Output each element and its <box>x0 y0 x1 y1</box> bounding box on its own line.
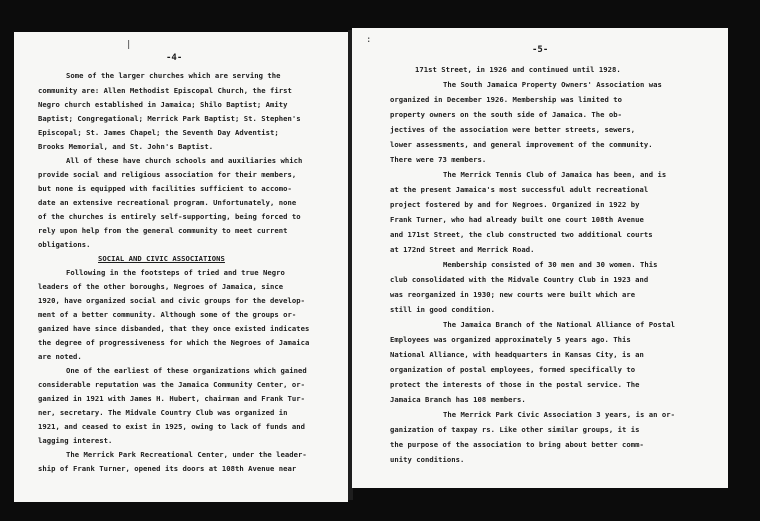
text-line: ment of a better community. Although some of the groups or- <box>38 310 297 319</box>
text-line: Some of the larger churches which are serving the <box>66 71 281 80</box>
page-number-right: -5- <box>532 45 549 55</box>
text-line: The Merrick Park Recreational Center, under the leader- <box>66 450 307 459</box>
text-line: obligations. <box>38 240 91 249</box>
text-line: Negro church established in Jamaica; Shilo Baptist; Amity <box>38 100 288 109</box>
text-line: lower assessments, and general improvement of the community. <box>390 140 653 149</box>
text-line: organization of postal employees, formed specifically to <box>390 365 636 374</box>
text-line: Following in the footsteps of tried and true Negro <box>66 268 285 277</box>
text-line: Membership consisted of 30 men and 30 women. This <box>443 260 658 269</box>
text-line: ganized in 1921 with James H. Hubert, chairman and Frank Tur- <box>38 394 306 403</box>
text-line: project fostered by and for Negroes. Organized in 1922 by <box>390 200 640 209</box>
text-line: the purpose of the association to bring about better comm- <box>390 440 644 449</box>
text-line: ship of Frank Turner, opened its doors at 108th Avenue near <box>38 464 297 473</box>
text-line: club consolidated with the Midvale Country Club in 1923 and <box>390 275 649 284</box>
text-line: All of these have church schools and auxiliaries which <box>66 156 303 165</box>
text-line: The Merrick Park Civic Association 3 years, is an or- <box>443 410 675 419</box>
text-line: Brooks Memorial, and St. John's Baptist. <box>38 142 214 151</box>
text-line: community are: Allen Methodist Episcopal Church, the first <box>38 86 292 95</box>
text-line: ganized have since disbanded, that they once existed indicates <box>38 324 310 333</box>
text-line: Frank Turner, who had already built one court 108th Avenue <box>390 215 644 224</box>
section-heading: SOCIAL AND CIVIC ASSOCIATIONS <box>98 254 225 263</box>
text-line: still in good condition. <box>390 305 496 314</box>
text-line: National Alliance, with headquarters in Kansas City, is an <box>390 350 644 359</box>
text-line: unity conditions. <box>390 455 465 464</box>
text-line: lagging interest. <box>38 436 113 445</box>
text-line: 171st Street, in 1926 and continued until 1928. <box>415 65 621 74</box>
text-line: at 172nd Street and Merrick Road. <box>390 245 535 254</box>
text-line: but none is equipped with facilities sufficient to accomo- <box>38 184 292 193</box>
text-line: property owners on the south side of Jamaica. The ob- <box>390 110 622 119</box>
text-line: The South Jamaica Property Owners' Association was <box>443 80 662 89</box>
text-line: Employees was organized approximately 5 years ago. This <box>390 335 631 344</box>
text-line: rely upon help from the general community to meet current <box>38 226 288 235</box>
text-line: Baptist; Congregational; Merrick Park Baptist; St. Stephen's <box>38 114 301 123</box>
text-line: at the present Jamaica's most successful adult recreational <box>390 185 649 194</box>
text-line: considerable reputation was the Jamaica Community Center, or- <box>38 380 306 389</box>
text-line: ganization of taxpay rs. Like other similar groups, it is <box>390 425 640 434</box>
text-line: 1920, have organized social and civic groups for the develop- <box>38 296 306 305</box>
text-line: One of the earliest of these organizations which gained <box>66 366 307 375</box>
text-line: The Merrick Tennis Club of Jamaica has been, and is <box>443 170 667 179</box>
margin-mark: : <box>366 35 372 45</box>
text-line: ner, secretary. The Midvale Country Club was organized in <box>38 408 288 417</box>
text-line: Jamaica Branch has 108 members. <box>390 395 526 404</box>
text-line: of the churches is entirely self-supporting, being forced to <box>38 212 301 221</box>
text-line: and 171st Street, the club constructed two additional courts <box>390 230 653 239</box>
text-line: jectives of the association were better streets, sewers, <box>390 125 636 134</box>
text-line: the degree of progressiveness for which the Negroes of Jamaica <box>38 338 310 347</box>
text-line: are noted. <box>38 352 82 361</box>
page-number-left: -4- <box>166 53 183 63</box>
text-line: date an extensive recreational program. Unfortunately, none <box>38 198 297 207</box>
text-line: was reorganized in 1930; new courts were built which are <box>390 290 636 299</box>
margin-mark: | <box>126 40 132 50</box>
text-line: provide social and religious association for their members, <box>38 170 297 179</box>
text-line: 1921, and ceased to exist in 1925, owing to lack of funds and <box>38 422 306 431</box>
text-line: There were 73 members. <box>390 155 487 164</box>
text-line: leaders of the other boroughs, Negroes of Jamaica, since <box>38 282 284 291</box>
text-line: Episcopal; St. James Chapel; the Seventh Day Adventist; <box>38 128 279 137</box>
text-line: The Jamaica Branch of the National Alliance of Postal <box>443 320 675 329</box>
text-line: organized in December 1926. Membership was limited to <box>390 95 622 104</box>
text-line: protect the interests of those in the postal service. The <box>390 380 640 389</box>
